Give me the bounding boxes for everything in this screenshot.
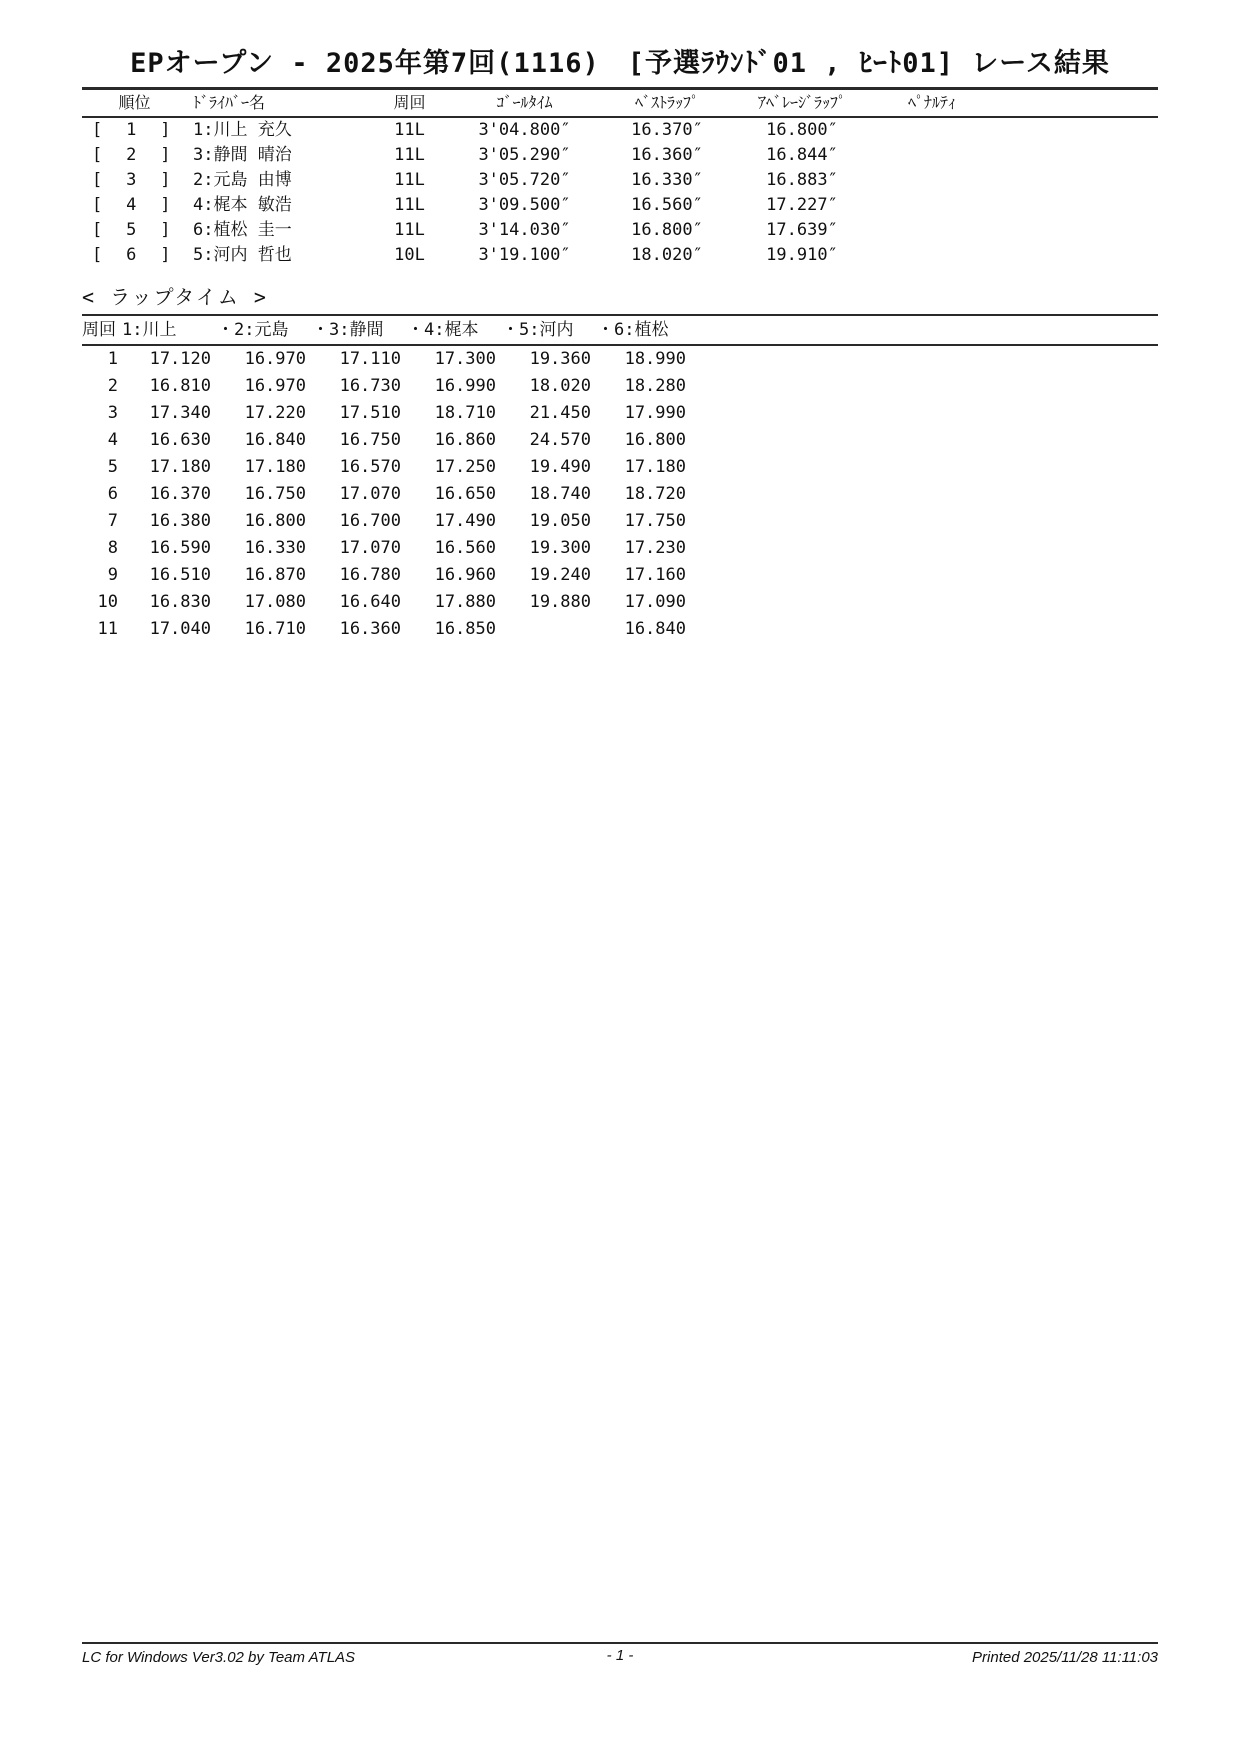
lap-time-driver-3: 16.360 xyxy=(339,619,401,639)
lap-time-driver-4: 16.960 xyxy=(434,565,496,585)
best-lap-cell: 16.360″ xyxy=(631,145,703,165)
goal-time-cell: 3'14.030″ xyxy=(478,220,571,240)
rank-value: 3 xyxy=(126,170,137,190)
rank-cell xyxy=(82,218,187,243)
best-lap-cell: 16.560″ xyxy=(631,195,703,215)
rank-bracket-open: [ xyxy=(92,145,103,165)
lap-row xyxy=(82,346,1158,373)
results-header-laps: 周回 xyxy=(393,93,426,112)
results-table xyxy=(82,90,1158,268)
goal-time-cell: 3'04.800″ xyxy=(478,120,571,140)
lap-time-driver-5: 18.740 xyxy=(529,484,591,504)
driver-name-cell: 6:植松 圭一 xyxy=(193,220,292,240)
lap-time-driver-4: 18.710 xyxy=(434,403,496,423)
lap-time-driver-6: 16.800 xyxy=(624,430,686,450)
results-header-best-lap: ﾍﾞｽﾄﾗｯﾌﾟ xyxy=(634,93,699,112)
lap-row xyxy=(82,616,1158,643)
laps-cell: 11L xyxy=(394,220,425,240)
lap-row xyxy=(82,454,1158,481)
rank-bracket-open: [ xyxy=(92,245,103,265)
rank-value: 6 xyxy=(126,245,137,265)
lap-time-driver-2: 17.080 xyxy=(244,592,306,612)
average-lap-cell: 16.800″ xyxy=(766,120,838,140)
rank-value: 4 xyxy=(126,195,137,215)
lap-time-driver-3: 17.070 xyxy=(339,484,401,504)
penalty-cell xyxy=(867,143,997,168)
lap-time-driver-3: 17.510 xyxy=(339,403,401,423)
lap-number-cell: 1 xyxy=(107,349,118,369)
result-row xyxy=(82,168,1158,193)
footer-app-credit: LC for Windows Ver3.02 by Team ATLAS xyxy=(82,1649,356,1666)
rank-value: 2 xyxy=(126,145,137,165)
lap-time-driver-3: 16.780 xyxy=(339,565,401,585)
best-lap-cell: 16.800″ xyxy=(631,220,703,240)
best-lap-cell: 16.370″ xyxy=(631,120,703,140)
lap-times-body xyxy=(82,346,1158,643)
lap-time-driver-1: 16.380 xyxy=(149,511,211,531)
lap-number-cell: 3 xyxy=(107,403,118,423)
lap-row xyxy=(82,589,1158,616)
result-row xyxy=(82,218,1158,243)
laps-cell: 11L xyxy=(394,195,425,215)
rank-bracket-close: ] xyxy=(160,145,171,165)
lap-time-driver-5: 19.240 xyxy=(529,565,591,585)
rank-bracket-close: ] xyxy=(160,195,171,215)
lap-times-heading: < ラップタイム > xyxy=(82,285,268,309)
rank-bracket-close: ] xyxy=(160,170,171,190)
lap-time-driver-2: 16.710 xyxy=(244,619,306,639)
results-header-goal-time: ｺﾞｰﾙﾀｲﾑ xyxy=(496,93,553,112)
rank-bracket-close: ] xyxy=(160,220,171,240)
lap-time-driver-4: 16.650 xyxy=(434,484,496,504)
footer-divider xyxy=(82,1642,1158,1644)
lap-number-cell: 11 xyxy=(97,619,118,639)
results-header-average-lap: ｱﾍﾞﾚｰｼﾞﾗｯﾌﾟ xyxy=(757,93,846,112)
lap-time-driver-1: 16.510 xyxy=(149,565,211,585)
lap-time-driver-3: 16.570 xyxy=(339,457,401,477)
lap-time-driver-1: 17.120 xyxy=(149,349,211,369)
rank-bracket-open: [ xyxy=(92,195,103,215)
lap-times-table xyxy=(82,314,1158,643)
best-lap-cell: 16.330″ xyxy=(631,170,703,190)
lap-time-driver-4: 16.860 xyxy=(434,430,496,450)
lap-time-driver-3: 16.700 xyxy=(339,511,401,531)
page-title: EPオープン - 2025年第7回(1116) [予選ﾗｳﾝﾄﾞ01 , ﾋｰﾄ01] レース結果 xyxy=(130,48,1110,79)
lap-time-driver-5: 21.450 xyxy=(529,403,591,423)
lap-time-driver-6: 17.180 xyxy=(624,457,686,477)
lap-time-driver-4: 17.300 xyxy=(434,349,496,369)
lap-time-driver-3: 16.750 xyxy=(339,430,401,450)
results-header-rank: 順位 xyxy=(118,93,151,112)
lap-header-driver-4: ・4:梶本 xyxy=(407,320,479,340)
lap-time-driver-6: 17.230 xyxy=(624,538,686,558)
rank-value: 1 xyxy=(126,120,137,140)
rank-bracket-open: [ xyxy=(92,170,103,190)
rank-bracket-close: ] xyxy=(160,120,171,140)
lap-time-driver-2: 17.180 xyxy=(244,457,306,477)
result-row xyxy=(82,193,1158,218)
lap-time-driver-5: 24.570 xyxy=(529,430,591,450)
lap-header-row xyxy=(82,316,1158,344)
driver-name-cell: 2:元島 由博 xyxy=(193,170,292,190)
page-content xyxy=(82,0,1158,643)
lap-header-driver-5: ・5:河内 xyxy=(502,320,574,340)
rank-value: 5 xyxy=(126,220,137,240)
lap-number-cell: 9 xyxy=(107,565,118,585)
laps-cell: 10L xyxy=(394,245,425,265)
rank-cell xyxy=(82,118,187,143)
laps-cell: 11L xyxy=(394,120,425,140)
laps-cell: 11L xyxy=(394,170,425,190)
lap-header-lap: 周回 xyxy=(82,320,116,340)
lap-time-driver-4: 17.250 xyxy=(434,457,496,477)
average-lap-cell: 16.883″ xyxy=(766,170,838,190)
lap-row xyxy=(82,427,1158,454)
lap-row xyxy=(82,508,1158,535)
goal-time-cell: 3'09.500″ xyxy=(478,195,571,215)
lap-time-driver-4: 16.990 xyxy=(434,376,496,396)
driver-name-cell: 3:静間 晴治 xyxy=(193,145,292,165)
lap-header-driver-1: 1:川上 xyxy=(122,320,177,340)
lap-row xyxy=(82,535,1158,562)
footer-printed-date: Printed 2025/11/28 11:11:03 xyxy=(972,1649,1158,1666)
results-body xyxy=(82,118,1158,268)
average-lap-cell: 19.910″ xyxy=(766,245,838,265)
lap-time-driver-2: 16.970 xyxy=(244,349,306,369)
result-row xyxy=(82,118,1158,143)
lap-time-driver-4: 17.880 xyxy=(434,592,496,612)
page-footer xyxy=(82,1642,1158,1668)
lap-time-driver-2: 16.970 xyxy=(244,376,306,396)
lap-number-cell: 7 xyxy=(107,511,118,531)
lap-time-driver-5: 18.020 xyxy=(529,376,591,396)
lap-time-driver-5: 19.050 xyxy=(529,511,591,531)
rank-cell xyxy=(82,243,187,268)
lap-time-driver-3: 17.110 xyxy=(339,349,401,369)
lap-header-driver-3: ・3:静間 xyxy=(312,320,384,340)
results-header-penalty: ﾍﾟﾅﾙﾃｨ xyxy=(907,93,956,112)
lap-time-driver-1: 16.830 xyxy=(149,592,211,612)
rank-cell xyxy=(82,193,187,218)
driver-name-cell: 5:河内 哲也 xyxy=(193,245,292,265)
lap-time-driver-4: 16.850 xyxy=(434,619,496,639)
lap-time-driver-5: 19.490 xyxy=(529,457,591,477)
lap-number-cell: 10 xyxy=(97,592,118,612)
lap-time-driver-6: 17.990 xyxy=(624,403,686,423)
lap-time-driver-2: 16.800 xyxy=(244,511,306,531)
rank-bracket-open: [ xyxy=(92,220,103,240)
rank-bracket-close: ] xyxy=(160,245,171,265)
goal-time-cell: 3'19.100″ xyxy=(478,245,571,265)
lap-time-driver-3: 16.730 xyxy=(339,376,401,396)
lap-time-driver-2: 16.870 xyxy=(244,565,306,585)
goal-time-cell: 3'05.720″ xyxy=(478,170,571,190)
lap-time-driver-1: 17.340 xyxy=(149,403,211,423)
rank-cell xyxy=(82,143,187,168)
lap-time-driver-6: 17.090 xyxy=(624,592,686,612)
lap-number-cell: 2 xyxy=(107,376,118,396)
rank-bracket-open: [ xyxy=(92,120,103,140)
penalty-cell xyxy=(867,193,997,218)
result-row xyxy=(82,143,1158,168)
lap-row xyxy=(82,481,1158,508)
lap-time-driver-1: 16.810 xyxy=(149,376,211,396)
lap-time-driver-1: 16.590 xyxy=(149,538,211,558)
lap-number-cell: 5 xyxy=(107,457,118,477)
lap-time-driver-5: 19.880 xyxy=(529,592,591,612)
goal-time-cell: 3'05.290″ xyxy=(478,145,571,165)
lap-time-driver-3: 17.070 xyxy=(339,538,401,558)
laps-cell: 11L xyxy=(394,145,425,165)
lap-number-cell: 8 xyxy=(107,538,118,558)
average-lap-cell: 17.639″ xyxy=(766,220,838,240)
lap-time-driver-6: 18.280 xyxy=(624,376,686,396)
penalty-cell xyxy=(867,168,997,193)
result-row xyxy=(82,243,1158,268)
driver-name-cell: 1:川上 充久 xyxy=(193,120,292,140)
lap-time-driver-6: 16.840 xyxy=(624,619,686,639)
lap-time-driver-1: 17.040 xyxy=(149,619,211,639)
lap-number-cell: 4 xyxy=(107,430,118,450)
lap-time-driver-1: 17.180 xyxy=(149,457,211,477)
lap-time-driver-5: 19.300 xyxy=(529,538,591,558)
lap-time-driver-6: 18.990 xyxy=(624,349,686,369)
lap-time-driver-2: 16.750 xyxy=(244,484,306,504)
lap-time-driver-6: 17.750 xyxy=(624,511,686,531)
lap-time-driver-1: 16.630 xyxy=(149,430,211,450)
best-lap-cell: 18.020″ xyxy=(631,245,703,265)
lap-time-driver-6: 18.720 xyxy=(624,484,686,504)
lap-header-driver-6: ・6:植松 xyxy=(597,320,669,340)
lap-time-driver-1: 16.370 xyxy=(149,484,211,504)
results-header-row xyxy=(82,90,1158,116)
lap-row xyxy=(82,373,1158,400)
lap-time-driver-4: 16.560 xyxy=(434,538,496,558)
lap-row xyxy=(82,400,1158,427)
penalty-cell xyxy=(867,118,997,143)
lap-time-driver-2: 16.840 xyxy=(244,430,306,450)
lap-number-cell: 6 xyxy=(107,484,118,504)
rank-cell xyxy=(82,168,187,193)
average-lap-cell: 17.227″ xyxy=(766,195,838,215)
footer-page-number: - 1 - xyxy=(606,1647,634,1664)
average-lap-cell: 16.844″ xyxy=(766,145,838,165)
lap-time-driver-6: 17.160 xyxy=(624,565,686,585)
lap-time-driver-5 xyxy=(498,616,593,643)
lap-time-driver-3: 16.640 xyxy=(339,592,401,612)
lap-time-driver-2: 17.220 xyxy=(244,403,306,423)
lap-row xyxy=(82,562,1158,589)
penalty-cell xyxy=(867,218,997,243)
penalty-cell xyxy=(867,243,997,268)
lap-time-driver-2: 16.330 xyxy=(244,538,306,558)
lap-time-driver-4: 17.490 xyxy=(434,511,496,531)
lap-time-driver-5: 19.360 xyxy=(529,349,591,369)
lap-header-driver-2: ・2:元島 xyxy=(217,320,289,340)
results-header-driver-name: ﾄﾞﾗｲﾊﾞｰ名 xyxy=(193,93,266,112)
driver-name-cell: 4:梶本 敏浩 xyxy=(193,195,292,215)
